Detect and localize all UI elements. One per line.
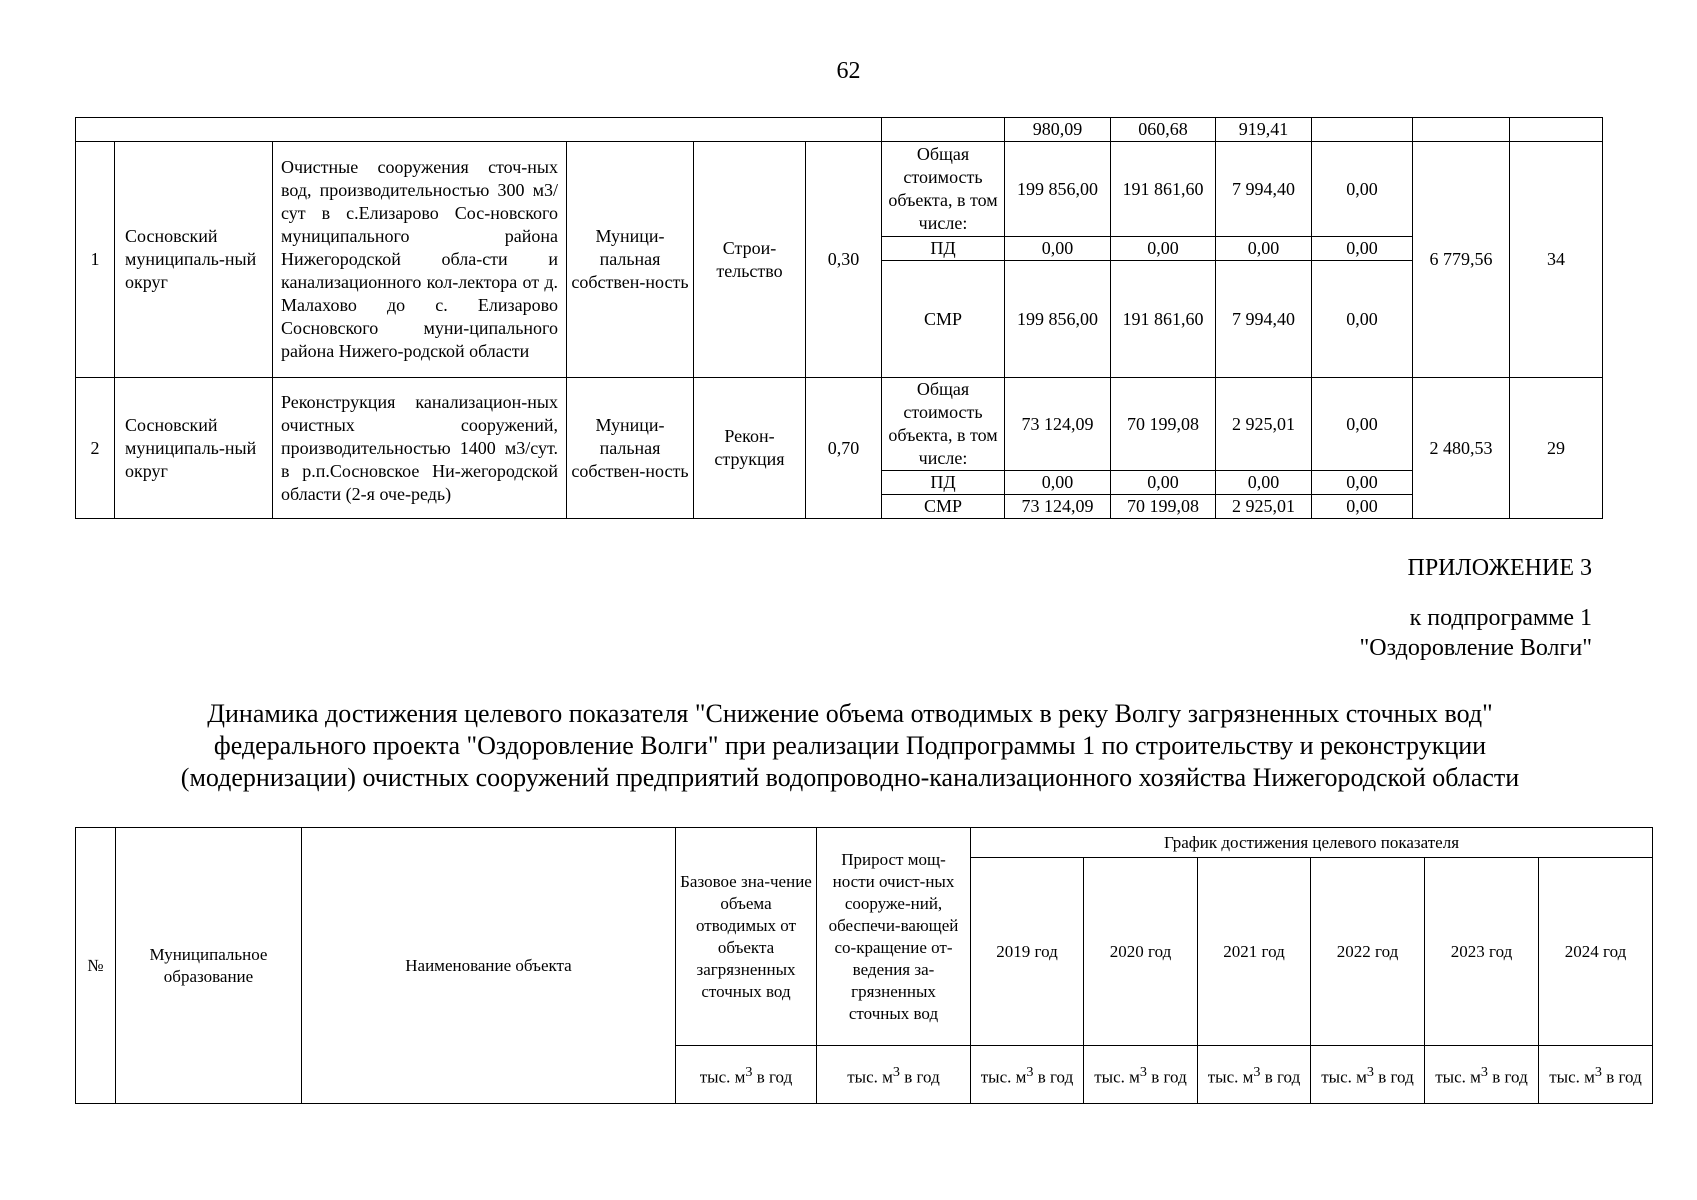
cost-label-cell: ПД (882, 471, 1005, 495)
table-cell: 7 994,40 (1216, 261, 1312, 378)
column-header: Прирост мощ-ности очист-ных сооруже-ний, обеспечи-вающей со-кращение от-ведения за-грязненных сточных вод (817, 828, 971, 1046)
value-cell: 6 779,56 (1413, 142, 1510, 378)
cost-label-cell: СМР (882, 261, 1005, 378)
table-cell: 0,00 (1312, 237, 1413, 261)
page-number: 62 (836, 58, 861, 84)
ownership-cell: Муници-пальная собствен-ность (567, 142, 694, 378)
municipality-cell: Сосновский муниципаль-ный округ (115, 378, 273, 519)
table-cell: 70 199,08 (1111, 378, 1216, 471)
table-row (76, 118, 1603, 142)
table-cell: 73 124,09 (1005, 495, 1111, 519)
table-cell: 191 861,60 (1111, 261, 1216, 378)
cost-label-cell: Общая стоимость объекта, в том числе: (882, 142, 1005, 237)
value-cell: 2 480,53 (1413, 378, 1510, 519)
table-cell: 73 124,09 (1005, 378, 1111, 471)
table-cell: 0,00 (1312, 378, 1413, 471)
year-header: 2022 год (1311, 858, 1425, 1046)
table-cell: 0,00 (1312, 142, 1413, 237)
heading-line-2: федерального проекта "Оздоровление Волги" при реализации Подпрограммы 1 по строительству и реконструкции (213, 731, 1487, 760)
coefficient-cell: 0,70 (806, 378, 882, 519)
unit-cell: тыс. $м^3$ в год (1539, 1046, 1653, 1104)
object-name-cell: Очистные сооружения сточ-ных вод, производительностью 300 м3/сут в с.Елизарово Сос-новского муниципального района Нижегородской обла-сти и канализационного кол-лектора от д. Малахово до с. Елизарово Сосновского муни-ципального района Нижего-родской области (273, 142, 567, 378)
unit-cell: тыс. $м^3$ в год (817, 1046, 971, 1104)
cost-label-cell: ПД (882, 237, 1005, 261)
appendix-title: ПРИЛОЖЕНИЕ 3 (1407, 555, 1592, 581)
column-header: Базовое зна-чение объема отводимых от объекта загрязненных сточных вод (676, 828, 817, 1046)
table-cell: 7 994,40 (1216, 142, 1312, 237)
heading-line-1: Динамика достижения целевого показателя "Снижение объема отводимых в реку Волгу загрязненных сточных вод" (207, 699, 1493, 728)
year-header: 2020 год (1084, 858, 1198, 1046)
municipality-cell: Сосновский муниципаль-ный округ (115, 142, 273, 378)
row-number: 1 (76, 142, 115, 378)
target-indicator-table (75, 827, 1653, 1104)
appendix-line-2: "Оздоровление Волги" (1359, 635, 1592, 661)
row-number: 2 (76, 378, 115, 519)
table-cell: 980,09 (1005, 118, 1111, 142)
column-header: График достижения целевого показателя (971, 828, 1653, 858)
table-cell: 0,00 (1005, 237, 1111, 261)
table-row (76, 142, 1603, 237)
table-cell: 199 856,00 (1005, 142, 1111, 237)
table-cell: 2 925,01 (1216, 378, 1312, 471)
count-cell: 29 (1510, 378, 1603, 519)
cost-label-cell: СМР (882, 495, 1005, 519)
cost-label-cell: Общая стоимость объекта, в том числе: (882, 378, 1005, 471)
header-row (76, 828, 1653, 858)
year-header: 2019 год (971, 858, 1084, 1046)
column-header: Наименование объекта (302, 828, 676, 1104)
unit-cell: тыс. $м^3$ в год (1084, 1046, 1198, 1104)
year-header: 2021 год (1198, 858, 1311, 1046)
table-cell: 0,00 (1312, 471, 1413, 495)
table-cell: 191 861,60 (1111, 142, 1216, 237)
objects-table (75, 117, 1603, 519)
count-cell: 34 (1510, 142, 1603, 378)
table-row (76, 378, 1603, 471)
year-header: 2024 год (1539, 858, 1653, 1046)
table-cell: 0,00 (1312, 495, 1413, 519)
table-cell: 060,68 (1111, 118, 1216, 142)
table-cell: 0,00 (1111, 237, 1216, 261)
unit-cell: тыс. $м^3$ в год (1311, 1046, 1425, 1104)
unit-cell: тыс. $м^3$ в год (1425, 1046, 1539, 1104)
year-header: 2023 год (1425, 858, 1539, 1046)
table-cell: 0,00 (1216, 237, 1312, 261)
table-cell: 0,00 (1312, 261, 1413, 378)
heading-line-3: (модернизации) очистных сооружений предприятий водопроводно-канализационного хозяйства Нижегородской области (180, 763, 1520, 792)
unit-cell: тыс. $м^3$ в год (1198, 1046, 1311, 1104)
object-name-cell: Реконструкция канализацион-ных очистных сооружений, производительностью 1400 м3/сут. в р.п.Сосновское Ни-жегородской области (2-я оче-редь) (273, 378, 567, 519)
table-cell: 919,41 (1216, 118, 1312, 142)
table-cell: 199 856,00 (1005, 261, 1111, 378)
table-cell: 0,00 (1005, 471, 1111, 495)
table-cell: 2 925,01 (1216, 495, 1312, 519)
work-type-cell: Рекон-струкция (694, 378, 806, 519)
document-heading (60, 698, 1640, 794)
unit-cell: тыс. $м^3$ в год (971, 1046, 1084, 1104)
table-cell: 70 199,08 (1111, 495, 1216, 519)
coefficient-cell: 0,30 (806, 142, 882, 378)
work-type-cell: Строи-тельство (694, 142, 806, 378)
ownership-cell: Муници-пальная собствен-ность (567, 378, 694, 519)
table-cell: 0,00 (1216, 471, 1312, 495)
appendix-line-1: к подпрограмме 1 (1409, 605, 1592, 631)
column-header: № (76, 828, 116, 1104)
column-header: Муниципальное образование (116, 828, 302, 1104)
table-cell: 0,00 (1111, 471, 1216, 495)
unit-cell: тыс. $м^3$ в год (676, 1046, 817, 1104)
